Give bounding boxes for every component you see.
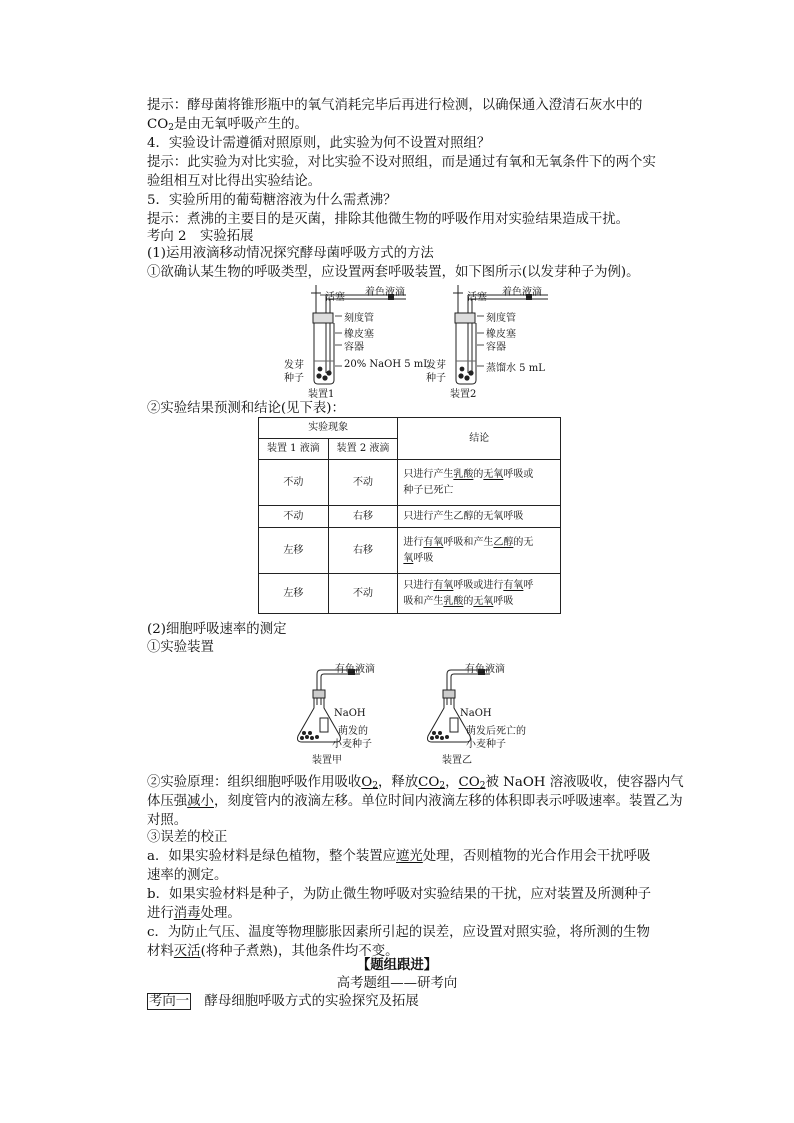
label-container-2: 容器 xyxy=(486,342,506,353)
error-line: 材料灭活(将种子煮熟)，其他条件均不变。 xyxy=(147,944,399,959)
error-line: 速率的测定。 xyxy=(147,868,228,883)
table-row xyxy=(259,528,561,574)
label-tube-2: 刻度管 xyxy=(486,313,516,324)
label-seeds-1a: 发芽 xyxy=(284,360,304,371)
seeds-2 xyxy=(458,367,473,381)
table-row xyxy=(259,460,561,506)
error-line: 进行消毒处理。 xyxy=(147,906,241,921)
cell: 不动 xyxy=(259,460,329,506)
principle-line: ②实验原理：组织细胞呼吸作用吸收$O_2$，释放$CO_2$，$CO_2$被 NaOH 溶液吸收，使容器内气 xyxy=(147,775,684,791)
cell: 不动 xyxy=(328,460,398,506)
group-heading: 【题组跟进】 xyxy=(356,957,438,973)
error-title: ③误差的校正 xyxy=(147,830,228,845)
cell: 左移 xyxy=(259,574,329,614)
cell: 不动 xyxy=(328,574,398,614)
table-header-group: 实验现象 xyxy=(259,418,398,439)
cell: 左移 xyxy=(259,528,329,574)
label-naoh-jia: NaOH xyxy=(334,708,366,719)
label-valve-1: 活塞 xyxy=(325,292,345,303)
table-row xyxy=(259,574,561,614)
label-stopper-2: 橡皮塞 xyxy=(486,329,516,340)
section-heading: 考向 2 实验拓展 xyxy=(147,229,254,244)
label-valve-2: 活塞 xyxy=(467,292,487,303)
question-4: 4．实验设计需遵循对照原则，此实验为何不设置对照组？ xyxy=(147,136,491,151)
caption-yi: 装置乙 xyxy=(442,755,472,766)
cell: 只进行产生乳酸的无氧呼吸或 种子已死亡 xyxy=(398,460,561,506)
text-line: ①实验装置 xyxy=(147,640,214,655)
table-header-col1: 装置 1 液滴 xyxy=(259,439,329,460)
label-seed-jia-b: 小麦种子 xyxy=(332,739,372,750)
label-water-2: 蒸馏水 5 mL xyxy=(486,363,545,374)
error-line: b．如果实验材料是种子，为防止微生物呼吸对实验结果的干扰，应对装置及所测种子 xyxy=(147,887,652,902)
table-header-conclusion: 结论 xyxy=(398,418,561,460)
error-line: a．如果实验材料是绿色植物，整个装置应遮光处理，否则植物的光合作用会干扰呼吸 xyxy=(147,849,651,864)
text-line: 提示：煮沸的主要目的是灭菌，排除其他微生物的呼吸作用对实验结果造成干扰。 xyxy=(147,212,630,227)
label-container-1: 容器 xyxy=(344,342,364,353)
label-seed-jia-a: 萌发的 xyxy=(338,726,368,737)
text-line: 提示：此实验为对比实验，对比实验不设对照组，而是通过有氧和无氧条件下的两个实 xyxy=(147,155,656,170)
cell: 进行有氧呼吸和产生乙醇的无 氧呼吸 xyxy=(398,528,561,574)
text-line: ②实验结果预测和结论(见下表)： xyxy=(147,401,345,416)
cell: 右移 xyxy=(328,506,398,528)
label-seeds-2a: 发芽 xyxy=(426,360,446,371)
label-seeds-1b: 种子 xyxy=(284,373,304,384)
text-line: $CO_2$是由无氧呼吸产生的。 xyxy=(147,117,308,133)
label-seed-yi-a: 萌发后死亡的 xyxy=(466,726,526,737)
question-5: 5．实验所用的葡萄糖溶液为什么需煮沸？ xyxy=(147,193,397,208)
label-drop-yi: 有色液滴 xyxy=(465,664,505,675)
text-line: (2)细胞呼吸速率的测定 xyxy=(147,622,287,637)
table-header-col2: 装置 2 液滴 xyxy=(328,439,398,460)
text-line: 验组相互对比得出实验结论。 xyxy=(147,174,322,189)
error-line: c．为防止气压、温度等物理膨胀因素所引起的误差，应设置对照实验，将所测的生物 xyxy=(147,925,650,940)
text-line: ①欲确认某生物的呼吸类型，应设置两套呼吸装置，如下图所示(以发芽种子为例)。 xyxy=(147,265,640,280)
topic-heading: 考向一 酵母细胞呼吸方式的实验探究及拓展 xyxy=(149,994,419,1009)
caption-jia: 装置甲 xyxy=(312,755,342,766)
label-naoh-yi: NaOH xyxy=(460,708,492,719)
cell: 不动 xyxy=(259,506,329,528)
respiration-rate-figure xyxy=(290,660,550,770)
label-stopper-1: 橡皮塞 xyxy=(344,329,374,340)
group-subheading: 高考题组——研考向 xyxy=(336,976,458,991)
table-row xyxy=(259,506,561,528)
text-line: (1)运用液滴移动情况探究酵母菌呼吸方式的方法 xyxy=(147,246,434,261)
topic-tag: 考向一 xyxy=(149,994,190,1009)
cell: 右移 xyxy=(328,528,398,574)
cell: 只进行有氧呼吸或进行有氧呼 吸和产生乳酸的无氧呼吸 xyxy=(398,574,561,614)
label-seeds-2b: 种子 xyxy=(426,373,446,384)
respiration-devices-figure xyxy=(280,283,580,398)
label-naoh-1: 20% NaOH 5 mL xyxy=(344,359,430,370)
cell: 只进行产生乙醇的无氧呼吸 xyxy=(398,506,561,528)
principle-line: 体压强减小，刻度管内的液滴左移。单位时间内液滴左移的体积即表示呼吸速率。装置乙为 xyxy=(147,794,683,809)
caption-device-1: 装置1 xyxy=(308,389,335,400)
results-table xyxy=(258,417,561,614)
caption-device-2: 装置2 xyxy=(450,389,477,400)
label-drop-jia: 有色液滴 xyxy=(335,664,375,675)
label-drop-1: 着色液滴 xyxy=(365,287,405,298)
label-drop-2: 着色液滴 xyxy=(502,287,542,298)
seeds-1 xyxy=(316,367,331,381)
label-seed-yi-b: 小麦种子 xyxy=(466,739,506,750)
text-line: 提示：酵母菌将锥形瓶中的氧气消耗完毕后再进行检测，以确保通入澄清石灰水中的 xyxy=(147,98,643,113)
label-tube-1: 刻度管 xyxy=(344,313,374,324)
principle-line: 对照。 xyxy=(147,813,188,828)
